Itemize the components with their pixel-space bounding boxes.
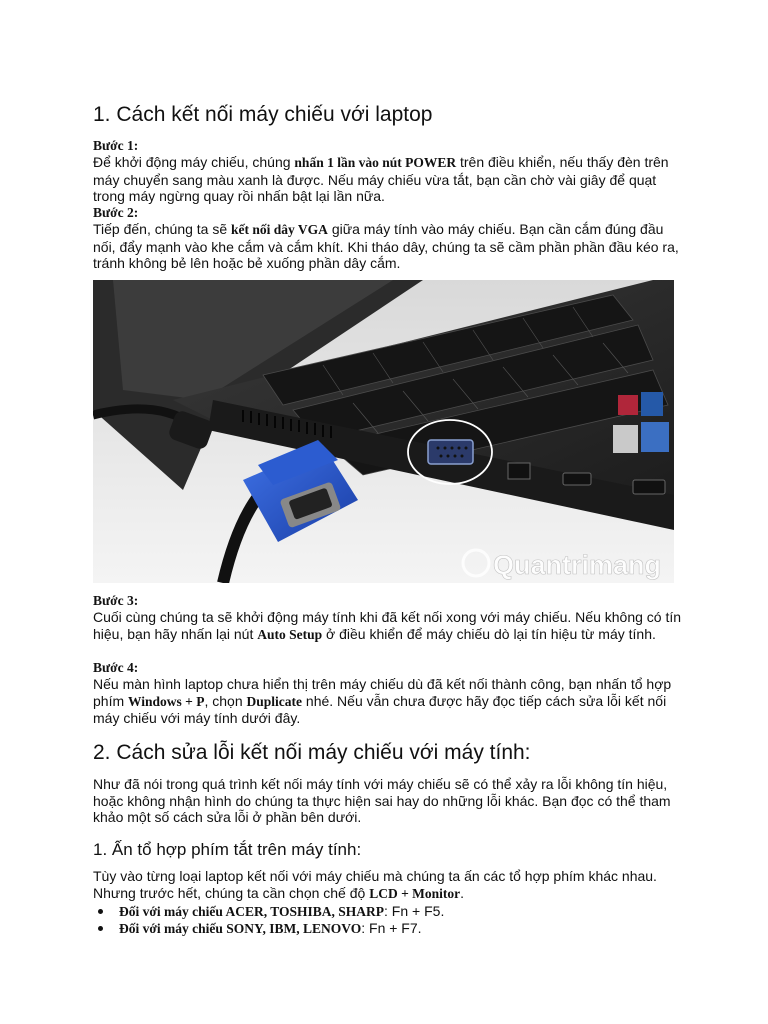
section2-title: 2. Cách sửa lỗi kết nối máy chiếu với máy tính: [93,741,531,764]
section1-title: 1. Cách kết nối máy chiếu với laptop [93,103,433,126]
step2-label: Bước 2: [93,205,139,220]
bullet-icon [98,926,103,931]
shortcut-list [93,903,444,937]
watermark-text: Quantrimang [493,550,662,580]
section2-intro: Như đã nói trong quá trình kết nối máy tính với máy chiếu sẽ có thể xảy ra lỗi không tín hiệu, hoặc không nhận hình do chúng ta thực hiện sai hay do những lỗi khác. Bạn đọc có thể tham khảo một số cách sửa lỗi ở phần bên dưới. [93,776,671,825]
laptop-vga-photo [93,280,674,583]
list-item: Đối với máy chiếu SONY, IBM, LENOVO: Fn + F7. [93,920,444,937]
step4-label: Bước 4: [93,660,139,675]
step3-text: Cuối cùng chúng ta sẽ khởi động máy tính khi đã kết nối xong với máy chiếu. Nếu không có tín hiệu, bạn hãy nhấn lại nút Auto Setup ở điều khiển để máy chiếu dò lại tín hiệu từ máy tính. [93,609,682,642]
laptop-vga-illustration [93,280,674,583]
step2-text: Tiếp đến, chúng ta sẽ kết nối dây VGA giữa máy tính vào máy chiếu. Bạn cần cắm đúng đầu nối, đẩy mạnh vào khe cắm và cắm khít. Khi tháo dây, chúng ta sẽ cầm phần phần đầu kéo ra, tránh không bẻ lên hoặc bẻ xuống phần dây cắm. [93,221,679,271]
list-item: Đối với máy chiếu ACER, TOSHIBA, SHARP: Fn + F5. [93,903,444,920]
step3-label: Bước 3: [93,593,139,608]
step4-text: Nếu màn hình laptop chưa hiển thị trên máy chiếu dù đã kết nối thành công, bạn nhấn tổ hợp phím Windows + P, chọn Duplicate nhé. Nếu vẫn chưa được hãy đọc tiếp cách sửa lỗi kết nối máy chiếu với máy tính dưới đây. [93,676,672,726]
subsection1-title: 1. Ấn tổ hợp phím tắt trên máy tính: [93,840,362,859]
bullet-icon [98,909,103,914]
subsection1-text: Tùy vào từng loại laptop kết nối với máy chiếu mà chúng ta ấn các tổ hợp phím khác nhau. Nhưng trước hết, chúng ta cần chọn chế độ LCD + Monitor. [93,868,657,901]
step1-text: Để khởi động máy chiếu, chúng nhấn 1 lần vào nút POWER trên điều khiển, nếu thấy đèn trên máy chuyển sang màu xanh là được. Nếu máy chiếu vừa tắt, bạn cần chờ vài giây để quạt trong máy ngừng quay rồi nhấn bật lại lần nữa. [93,154,669,204]
step1-label: Bước 1: [93,138,139,153]
